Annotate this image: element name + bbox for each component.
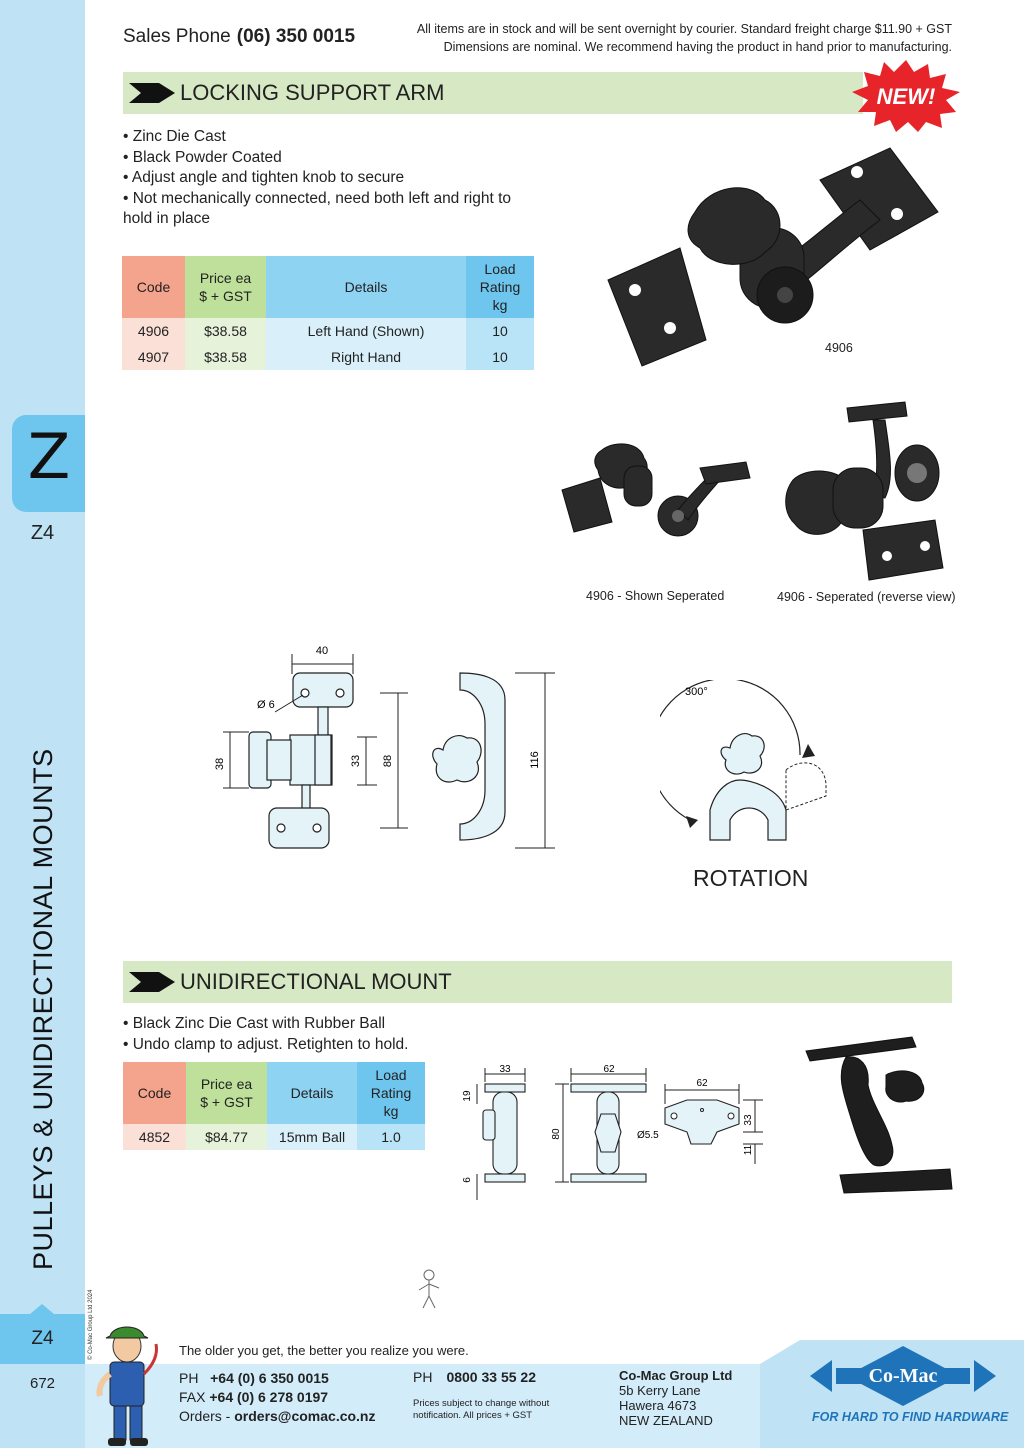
locking-arm-drawing [205,640,575,860]
address-line: Hawera 4673 [619,1398,697,1413]
cell-load: 1.0 [357,1124,425,1150]
col-details: Details [267,1062,357,1124]
col-price-line2: $ + GST [200,1094,253,1110]
cell-details: 15mm Ball [267,1124,357,1150]
separated-photo [560,440,755,540]
uni-mount-title: UNIDIRECTIONAL MOUNT [180,969,452,994]
footer-tagline: The older you get, the better you realize you were. [179,1343,469,1358]
photo-caption-main: 4906 [825,341,853,355]
uni-mount-drawing [455,1060,780,1205]
cell-load: 10 [466,318,534,344]
dim-f: 62 [696,1078,708,1089]
prices-note [413,1398,549,1422]
col-load [466,256,534,318]
orders-label: Orders - [179,1408,231,1424]
arrow-icon [129,972,175,992]
col-load-line1: Load [375,1067,407,1083]
dim-width: 40 [315,645,329,657]
col-code: Code [122,256,185,318]
uni-mount-photo [800,1035,960,1200]
dim-height: 88 [382,754,394,768]
logo-tagline: FOR HARD TO FIND HARDWARE [812,1410,1009,1424]
dim-hole: Ø 6 [257,699,275,711]
cell-details: Left Hand (Shown) [266,318,466,344]
dim-c: 6 [462,1177,473,1183]
sales-phone-number[interactable]: (06) 350 0015 [236,26,356,47]
ph-number[interactable]: +64 (0) 6 350 0015 [210,1370,329,1386]
cell-code: 4907 [122,344,185,370]
notice-line-1: All items are in stock and will be sent overnight by courier. Standard freight charge $11.90 + GST [416,22,952,36]
col-price-line2: $ + GST [199,288,252,304]
col-code: Code [123,1062,186,1124]
feature-item: • Not mechanically connected, need both left and right to [123,189,511,207]
notice-line-2: Dimensions are nominal. We recommend having the product in hand prior to manufacturing. [443,40,952,54]
dim-i: 11 [743,1144,754,1156]
new-badge-icon [848,58,964,134]
section-code: Z4 [30,522,55,544]
shipping-notice [417,20,952,56]
feature-item: • Undo clamp to adjust. Retighten to hold. [123,1035,409,1053]
orders-email[interactable]: orders@comac.co.nz [234,1408,376,1424]
photo-caption-reverse: 4906 - Seperated (reverse view) [777,590,956,604]
dim-b: 19 [462,1090,473,1102]
col-load [357,1062,425,1124]
col-load-line3: kg [492,297,508,313]
col-details: Details [266,256,466,318]
cell-code: 4852 [123,1124,186,1150]
feature-item: hold in place [123,210,211,227]
cell-price: $84.77 [186,1124,267,1150]
feature-item: • Black Powder Coated [123,148,282,166]
cell-price: $38.58 [185,344,266,370]
cell-load: 10 [466,344,534,370]
dim-d: 62 [603,1064,615,1075]
prices-note-line1: Prices subject to change without [413,1398,550,1409]
comac-logo[interactable] [810,1344,996,1408]
ph2-number[interactable]: 0800 33 55 22 [446,1369,536,1385]
copyright: © Co-Mac Group Ltd 2024 [88,1289,94,1360]
table-header-row [122,256,534,318]
cell-details: Right Hand [266,344,466,370]
cell-code: 4906 [122,318,185,344]
new-badge-text: NEW! [876,84,936,109]
table-row[interactable] [122,318,534,344]
sales-phone-label: Sales Phone [123,26,231,47]
table-row[interactable] [122,344,534,370]
contact-block [179,1369,376,1426]
fax-number[interactable]: +64 (0) 6 278 0197 [209,1389,329,1405]
col-load-line3: kg [383,1103,399,1119]
feature-item: • Adjust angle and tighten knob to secure [123,169,405,186]
col-price [186,1062,267,1124]
reverse-view-photo [785,398,950,583]
bottom-section-tab[interactable] [0,1314,85,1364]
company-address [619,1368,732,1428]
dim-knob: 38 [214,757,226,771]
logo-text: Co-Mac [868,1365,938,1387]
dim-side: 116 [529,751,541,769]
uni-mount-banner [123,961,952,1003]
photo-caption-separated: 4906 - Shown Seperated [586,589,725,603]
sales-phone [123,26,355,48]
company-name: Co-Mac Group Ltd [619,1368,733,1383]
table-row[interactable] [123,1124,425,1150]
mascot-small-icon [415,1268,443,1310]
vertical-section-title: PULLEYS & UNIDIRECTIONAL MOUNTS [28,748,58,1270]
dim-a: 33 [499,1064,511,1075]
col-price [185,256,266,318]
dim-e: 80 [551,1128,562,1140]
uni-mount-features [123,1014,408,1055]
locking-arm-title: LOCKING SUPPORT ARM [180,80,445,105]
locking-arm-table [122,256,534,370]
page-number: 672 [29,1375,56,1392]
mascot-icon [92,1324,162,1448]
ph2-label: PH [413,1369,433,1385]
bottom-section-code: Z4 [31,1328,54,1349]
ph-label: PH [179,1370,199,1386]
locking-arm-banner [123,72,863,114]
fax-label: FAX [179,1389,206,1405]
address-line: 5b Kerry Lane [619,1383,701,1398]
col-load-line1: Load [484,261,516,277]
locking-arm-photo [600,140,945,375]
rotation-diagram [660,680,840,850]
uni-mount-table [123,1062,425,1150]
locking-arm-features [123,127,511,230]
address-line: NEW ZEALAND [619,1413,713,1428]
dim-h: 33 [743,1114,754,1126]
arrow-icon [129,83,175,103]
rotation-angle: 300° [685,686,708,698]
col-load-line2: Rating [479,279,521,295]
feature-item: • Zinc Die Cast [123,128,226,145]
rotation-label: ROTATION [693,865,809,891]
freephone [413,1369,536,1385]
col-price-line1: Price ea [200,1076,253,1092]
col-price-line1: Price ea [199,270,252,286]
dim-g: Ø5.5 [637,1130,659,1141]
section-letter: Z [27,420,71,493]
col-load-line2: Rating [370,1085,412,1101]
feature-item: • Black Zinc Die Cast with Rubber Ball [123,1015,386,1032]
dim-body: 33 [350,754,362,768]
prices-note-line2: notification. All prices + GST [413,1410,533,1421]
table-header-row [123,1062,425,1124]
cell-price: $38.58 [185,318,266,344]
